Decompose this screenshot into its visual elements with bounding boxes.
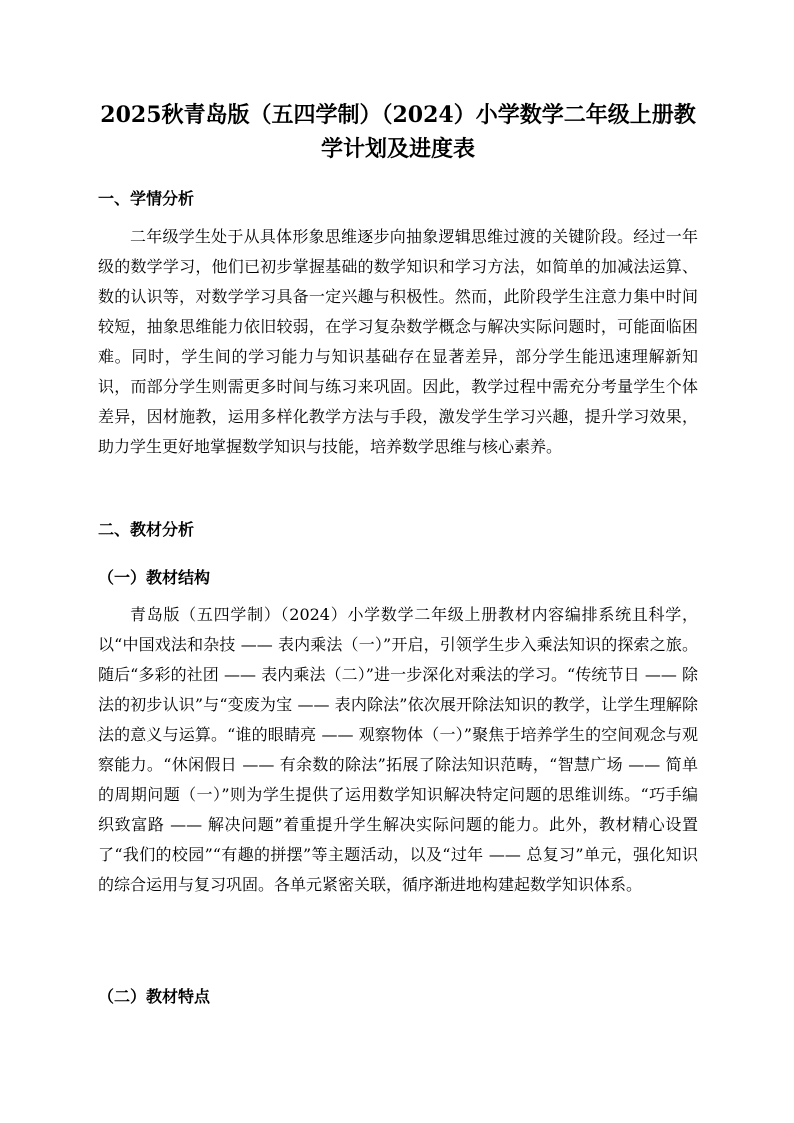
section-heading-textbook-analysis: 二、教材分析 <box>98 520 195 539</box>
subheading-textbook-structure: （一）教材结构 <box>98 568 211 587</box>
document-title: 2025秋青岛版（五四学制）（2024）小学数学二年级上册教学计划及进度表 <box>100 102 696 162</box>
paragraph-textbook-structure: 青岛版（五四学制）（2024）小学数学二年级上册教材内容编排系统且科学，以“中国戏法和杂技 —— 表内乘法（一）”开启，引领学生步入乘法知识的探索之旅。随后“多彩的社团 —— 表内乘法（二）”进一步深化对乘法的学习。“传统节日 —— 除法的初步认识”与“变废为宝 —— 表内除法”依次展开除法知识的教学，让学生理解除法的意义与运算。“谁的眼睛亮 —— 观察物体（一）”聚焦于培养学生的空间观念与观察能力。“休闲假日 —— 有余数的除法”拓展了除法知识范畴，“智慧广场 —— 简单的周期问题（一）”则为学生提供了运用数学知识解决特定问题的思维训练。“巧手编织致富路 —— 解决问题”着重提升学生解决实际问题的能力。此外，教材精心设置了“我们的校园”“有趣的拼摆”等主题活动，以及“过年 —— 总复习”单元，强化知识的综合运用与复习巩固。各单元紧密关联，循序渐进地构建起数学知识体系。 <box>98 605 698 894</box>
paragraph-student-analysis: 二年级学生处于从具体形象思维逐步向抽象逻辑思维过渡的关键阶段。经过一年级的数学学习，他们已初步掌握基础的数学知识和学习方法，如简单的加减法运算、数的认识等，对数学学习具备一定兴趣与积极性。然而，此阶段学生注意力集中时间较短，抽象思维能力依旧较弱，在学习复杂数学概念与解决实际问题时，可能面临困难。同时，学生间的学习能力与知识基础存在显著差异，部分学生能迅速理解新知识，而部分学生则需更多时间与练习来巩固。因此，教学过程中需充分考量学生个体差异，因材施教，运用多样化教学方法与手段，激发学生学习兴趣，提升学习效果，助力学生更好地掌握数学知识与技能，培养数学思维与核心素养。 <box>98 227 698 456</box>
section-heading-student-analysis: 一、学情分析 <box>98 189 195 208</box>
subheading-textbook-features: （二）教材特点 <box>98 987 211 1006</box>
